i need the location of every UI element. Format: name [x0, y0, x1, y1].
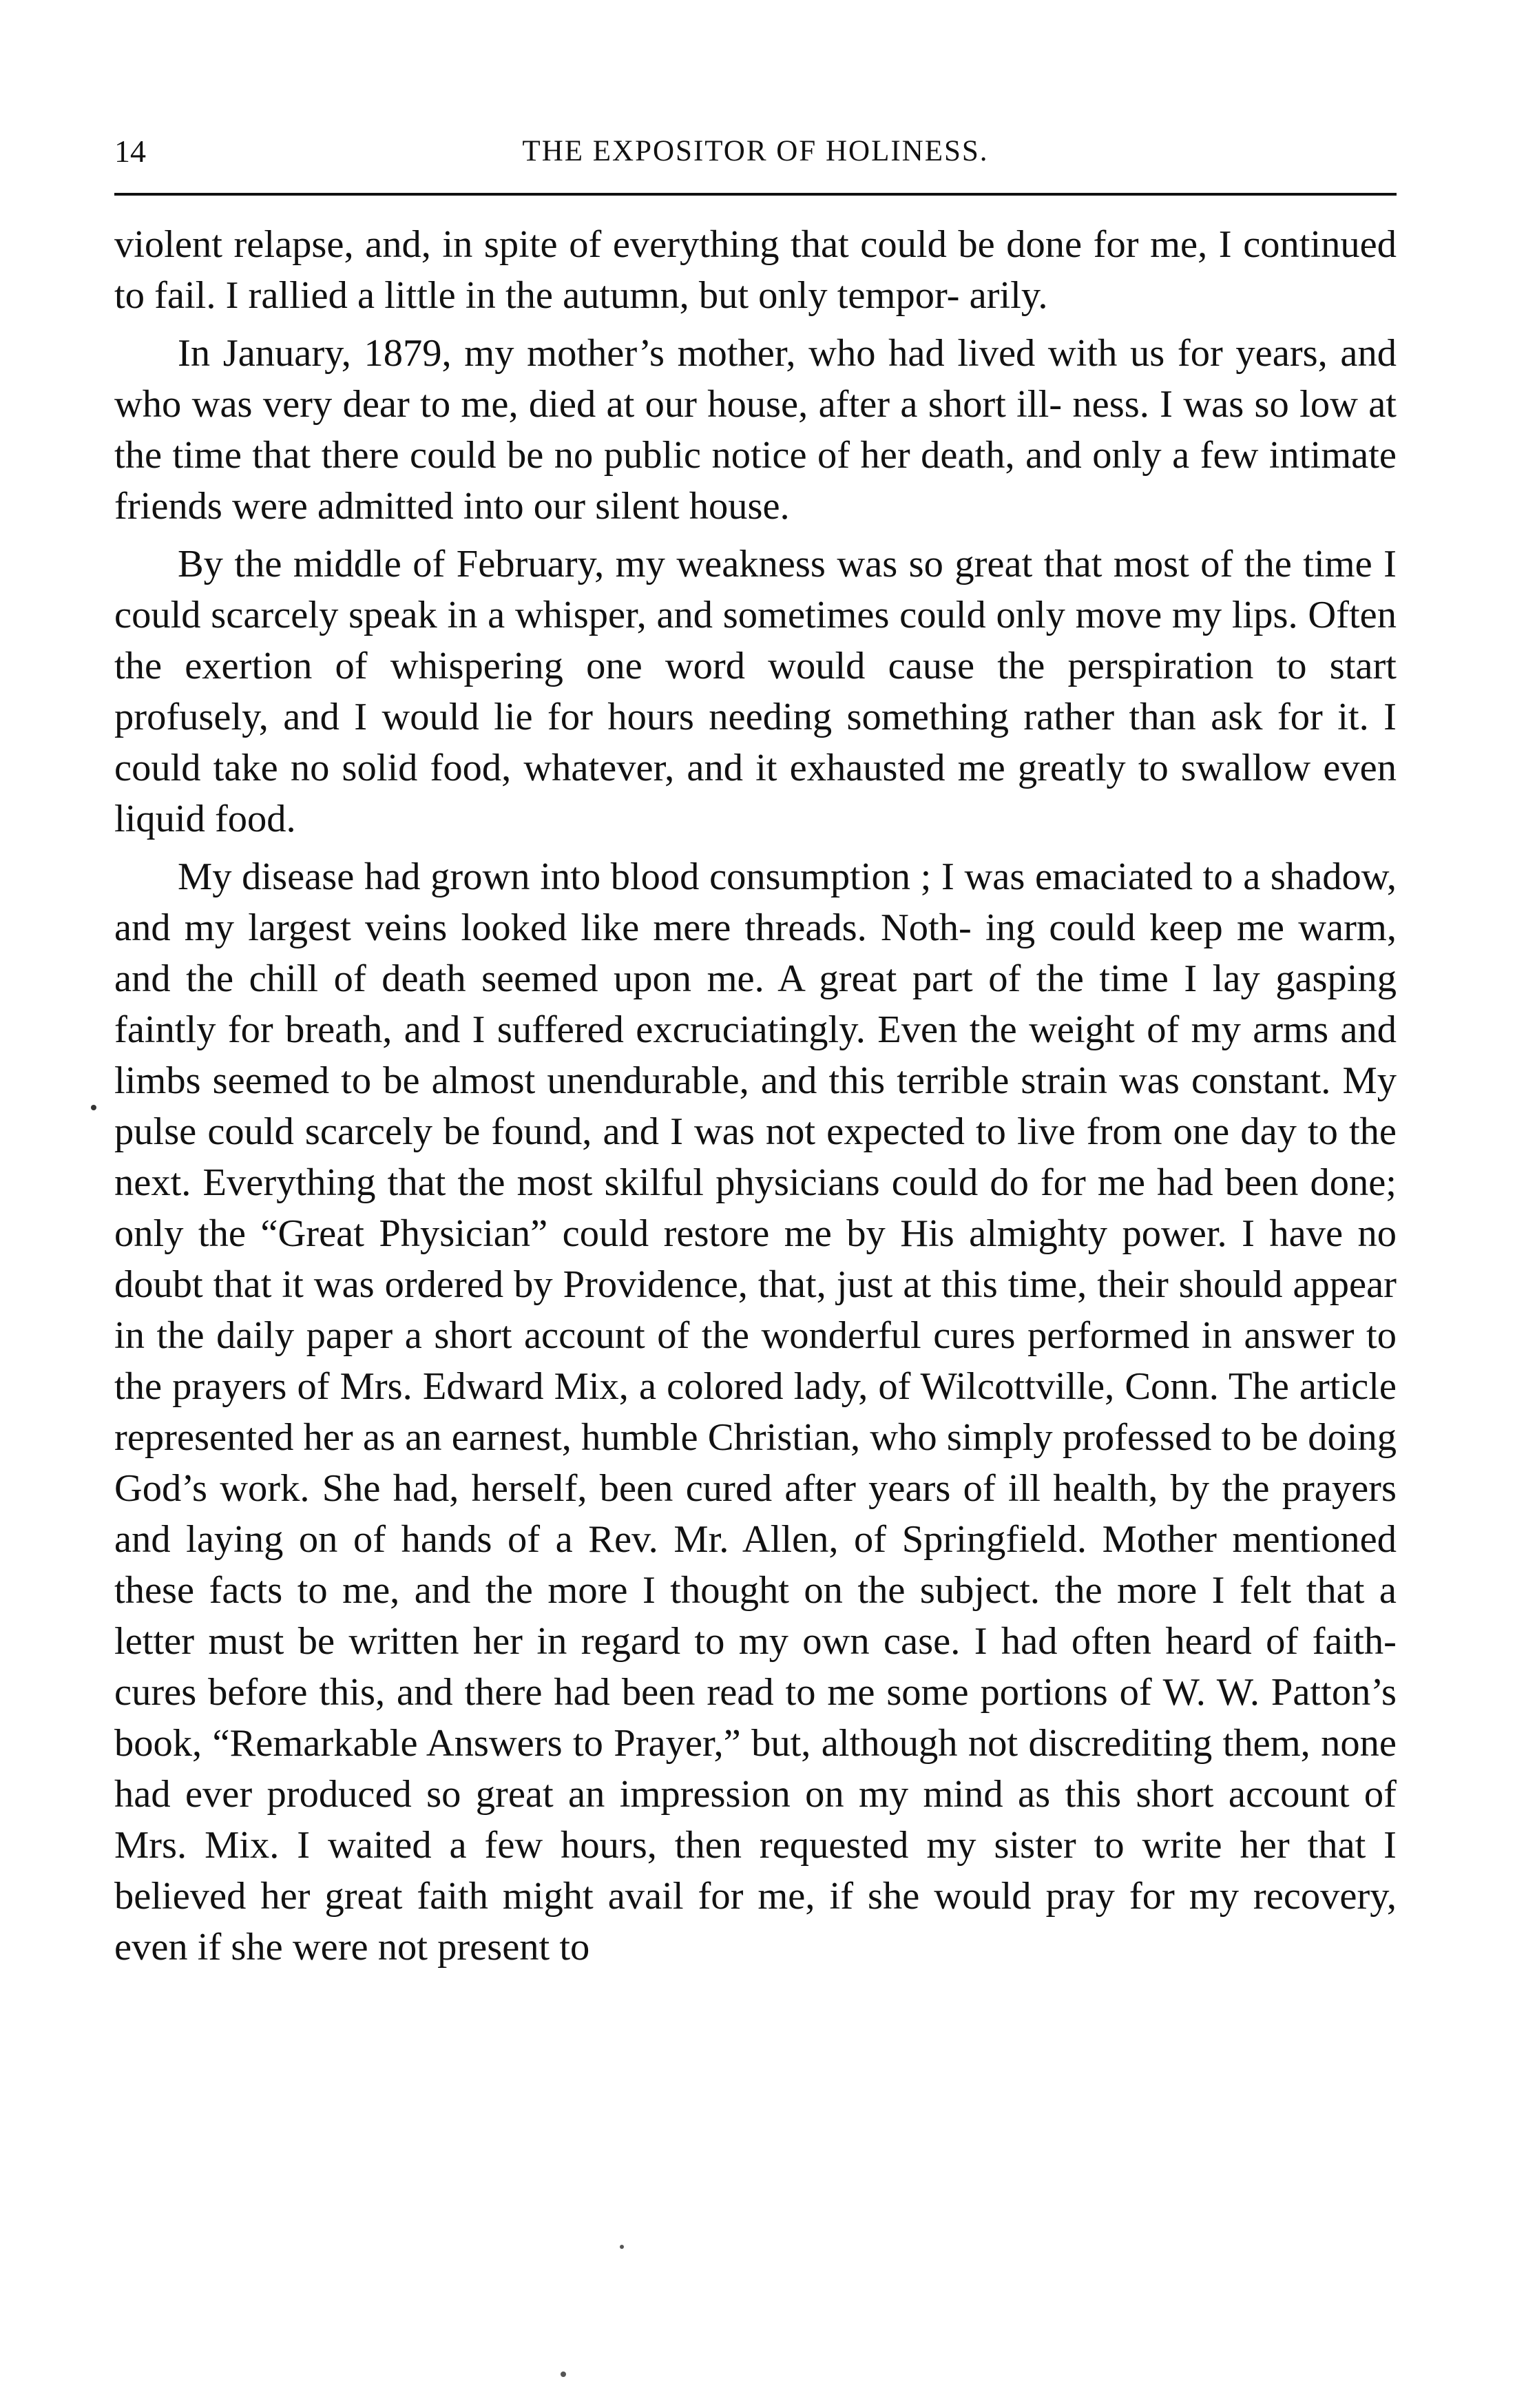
header-rule — [114, 193, 1397, 196]
page-header — [114, 127, 1397, 176]
page-number: 14 — [114, 134, 146, 169]
ink-speck — [620, 2245, 624, 2249]
paragraph-4: My disease had grown into blood consumption ; I was emaciated to a shadow, and my largest veins looked like mere threads. Noth- ing could keep me warm, and the chill of death seemed upon me. A great part of the time I lay gasping faintly for breath, and I suffered excruciatingly. Even the weight of my arms and limbs seemed to be almost unendurable, and this terrible strain was constant. My pulse could scarcely be found, and I was not expected to live from one day to the next. Everything that the most skilful physicians could do for me had been done; only the “Great Physician” could restore me by His almighty power. I have no doubt that it was ordered by Providence, that, just at this time, their should appear in the daily paper a short account of the wonderful cures performed in answer to the prayers of Mrs. Edward Mix, a colored lady, of Wilcottville, Conn. The article represented her as an earnest, humble Christian, who simply professed to be doing God’s work. She had, herself, been cured after years of ill health, by the prayers and laying on of hands of a Rev. Mr. Allen, of Springfield. Mother mentioned these facts to me, and the more I thought on the subject. the more I felt that a letter must be written her in regard to my own case. I had often heard of faith-cures before this, and there had been read to me some portions of W. W. Patton’s book, “Remarkable Answers to Prayer,” but, although not discrediting them, none had ever produced so great an impression on my mind as this short account of Mrs. Mix. I waited a few hours, then requested my sister to write her that I believed her great faith might avail for me, if she would pray for my recovery, even if she were not present to — [114, 855, 1397, 1969]
paragraph-2: In January, 1879, my mother’s mother, who had lived with us for years, and who was very dear to me, died at our house, after a short ill- ness. I was so low at the time that there could be no public notice of her death, and only a few intimate friends were admitted into our silent house. — [114, 332, 1397, 528]
ink-speck — [561, 2371, 566, 2377]
paragraph-1: violent relapse, and, in spite of everything that could be done for me, I continued to fail. I rallied a little in the autumn, but only tempor- arily. — [114, 223, 1397, 317]
running-title: THE EXPOSITOR OF HOLINESS. — [522, 135, 989, 167]
ink-speck — [91, 1105, 96, 1110]
body-text — [114, 219, 1397, 1973]
paragraph-3: By the middle of February, my weakness was so great that most of the time I could scarcely speak in a whisper, and sometimes could only move my lips. Often the exertion of whispering one word would cause the perspiration to start profusely, and I would lie for hours needing something rather than ask for it. I could take no solid food, whatever, and it exhausted me greatly to swallow even liquid food. — [114, 543, 1397, 840]
